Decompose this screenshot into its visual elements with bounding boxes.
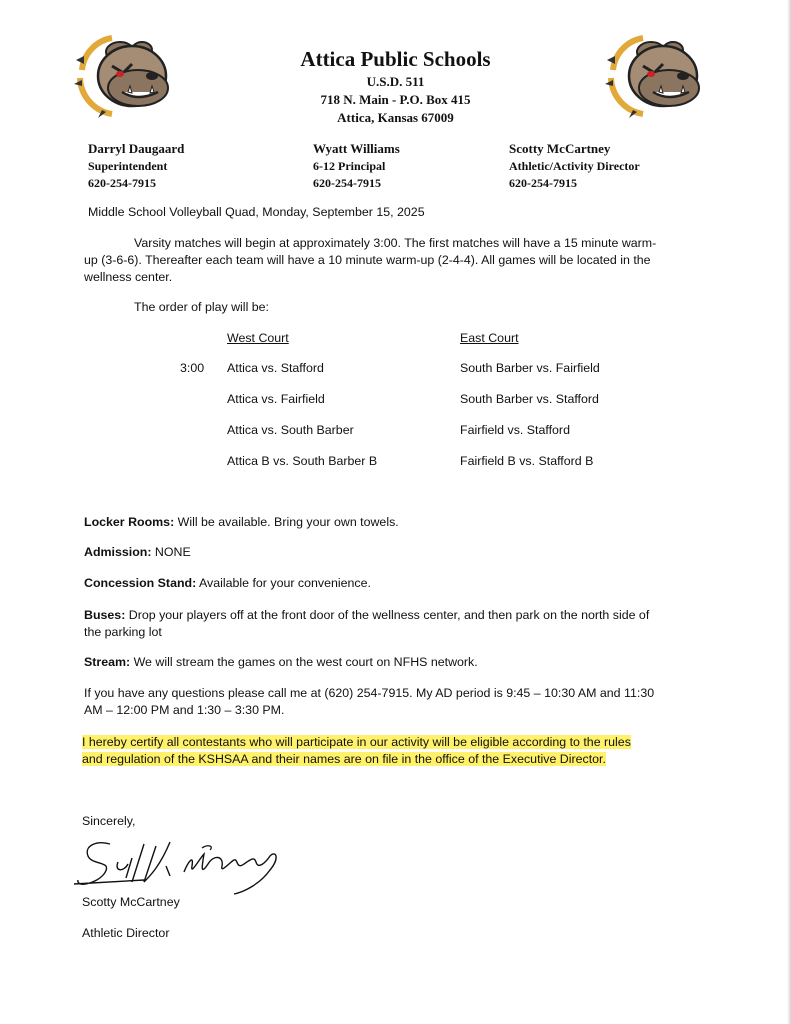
concession-line [84, 575, 371, 592]
locker-rooms-line [84, 514, 399, 531]
buses-text: Drop your players off at the front door of the wellness center, and then park on the north side of [125, 608, 650, 622]
admission-line [84, 544, 191, 561]
buses-line-1 [84, 607, 649, 624]
staff-role: 6-12 Principal [313, 159, 386, 173]
staff-principal [313, 141, 400, 191]
scan-edge [787, 0, 791, 1024]
order-intro: The order of play will be: [134, 300, 269, 314]
west-court-header: West Court [227, 331, 289, 345]
east-match: Fairfield B vs. Stafford B [460, 454, 594, 468]
closing: Sincerely, [82, 814, 136, 828]
east-match: South Barber vs. Stafford [460, 392, 599, 406]
signature [74, 836, 289, 896]
admission-text: NONE [151, 545, 191, 559]
staff-role: Athletic/Activity Director [509, 159, 640, 173]
certify-highlight-2: and regulation of the KSHSAA and their names are on file in the office of the Executive Director. [82, 752, 606, 766]
buses-label: Buses: [84, 608, 126, 622]
staff-superintendent [88, 141, 184, 191]
staff-phone: 620-254-7915 [313, 176, 381, 190]
west-match: Attica vs. South Barber [227, 423, 354, 437]
bulldog-logo-right [603, 30, 713, 118]
intro-line-3: wellness center. [84, 270, 173, 284]
school-district: U.S.D. 511 [366, 74, 425, 89]
west-match: Attica vs. Stafford [227, 361, 324, 375]
schedule-time: 3:00 [180, 361, 205, 375]
staff-phone: 620-254-7915 [88, 176, 156, 190]
certify-line-2 [82, 751, 606, 768]
intro-line-1: Varsity matches will begin at approximately 3:00. The first matches will have a 15 minute warm- [134, 236, 657, 250]
admission-label: Admission: [84, 545, 152, 559]
concession-label: Concession Stand: [84, 576, 197, 590]
event-line: Middle School Volleyball Quad, Monday, September 15, 2025 [88, 205, 425, 219]
staff-name: Darryl Daugaard [88, 141, 185, 156]
signer-title: Athletic Director [82, 926, 170, 940]
stream-label: Stream: [84, 655, 131, 669]
buses-line-2: the parking lot [84, 625, 162, 639]
east-match: South Barber vs. Fairfield [460, 361, 600, 375]
staff-name: Scotty McCartney [509, 141, 611, 156]
certify-line-1 [82, 734, 631, 751]
school-city: Attica, Kansas 67009 [337, 110, 454, 125]
west-match: Attica vs. Fairfield [227, 392, 325, 406]
bulldog-icon [605, 38, 699, 118]
east-court-header: East Court [460, 331, 519, 345]
east-match: Fairfield vs. Stafford [460, 423, 570, 437]
locker-rooms-label: Locker Rooms: [84, 515, 175, 529]
school-address: 718 N. Main - P.O. Box 415 [320, 92, 471, 107]
staff-athletic-director [509, 141, 640, 191]
signature-text [0, 0, 1, 1]
questions-line-2: AM – 12:00 PM and 1:30 – 3:30 PM. [84, 703, 285, 717]
school-name: Attica Public Schools [300, 47, 491, 71]
bulldog-logo-left [72, 30, 182, 118]
intro-line-2: up (3-6-6). Thereafter each team will have a 10 minute warm-up (2-4-4). All games will be located in the [84, 253, 651, 267]
questions-line-1: If you have any questions please call me at (620) 254-7915. My AD period is 9:45 – 10:30 AM and 11:30 [84, 686, 655, 700]
stream-line [84, 654, 478, 671]
staff-name: Wyatt Williams [313, 141, 400, 156]
concession-text: Available for your convenience. [196, 576, 371, 590]
staff-phone: 620-254-7915 [509, 176, 577, 190]
staff-role: Superintendent [88, 159, 168, 173]
bulldog-icon [74, 38, 168, 118]
signer-name: Scotty McCartney [82, 895, 180, 909]
stream-text: We will stream the games on the west court on NFHS network. [130, 655, 478, 669]
west-match: Attica B vs. South Barber B [227, 454, 378, 468]
certify-highlight-1: I hereby certify all contestants who will participate in our activity will be eligible according to the rules [82, 735, 631, 749]
locker-rooms-text: Will be available. Bring your own towels. [174, 515, 399, 529]
